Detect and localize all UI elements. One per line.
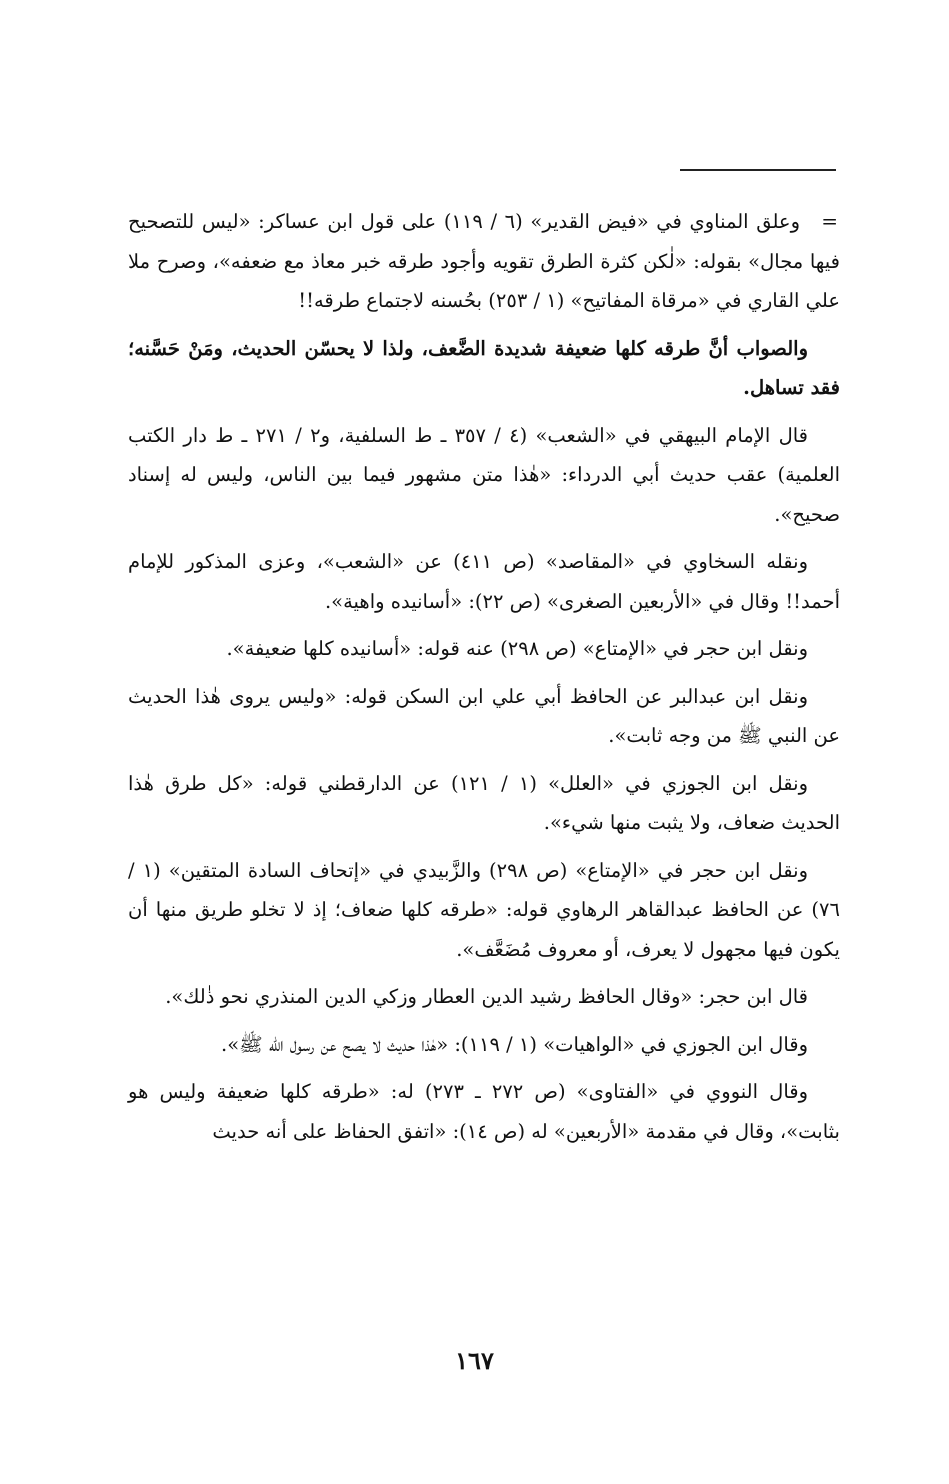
- paragraph-ibn-hajar-quote: قال ابن حجر: «وقال الحافظ رشيد الدين العطار وزكي الدين المنذري نحو ذٰلك».: [165, 985, 808, 1008]
- page-number: ١٦٧: [455, 1346, 494, 1375]
- paragraph-bayhaqi: قال الإمام البيهقي في «الشعب» (٤ / ٣٥٧ ـ ط السلفية، و٢ / ٢٧١ ـ ط دار الكتب العلمية) عقب حديث أبي الدرداء: «هٰذا متن مشهور فيما بين الناس، وليس له إسناد صحيح».: [128, 423, 840, 526]
- paragraph-nawawi: وقال النووي في «الفتاوى» (ص ٢٧٢ ـ ٢٧٣) له: «طرقه كلها ضعيفة وليس هو بثابت»، وقال في مقدمة «الأربعين» له (ص ١٤): «اتفق الحفاظ على أنه حديث: [128, 1080, 840, 1143]
- paragraph-ibn-jawzi-wahiyat: وقال ابن الجوزي في «الواهيات» (١ / ١١٩): «هٰذا حديث لا يصح عن رسول الله ﷺ».: [221, 1032, 808, 1056]
- paragraph-conclusion: والصواب أنَّ طرقه كلها ضعيفة شديدة الضَّعف، ولذا لا يحسّن الحديث، ومَنْ حَسَّنه؛ فقد تساهل.: [128, 336, 840, 399]
- paragraph-ibn-hajar-imta: ونقل ابن حجر في «الإمتاع» (ص ٢٩٨) عنه قوله: «أسانيده كلها ضعيفة».: [226, 637, 808, 660]
- continuation-mark: =: [821, 209, 838, 233]
- footnote-separator-line: [680, 169, 836, 171]
- paragraph-munawi: وعلق المناوي في «فيض القدير» (٦ / ١١٩) على قول ابن عساكر: «ليس للتصحيح فيها مجال» بقوله: «لٰكن كثرة الطرق تقويه وأجود طرقه خبر معاذ مع ضعفه»، وصرح ملا علي القاري في «مرقاة المفاتيح» (١ / ٢٥٣) بحُسنه لاجتماع طرقه!!: [128, 210, 840, 312]
- paragraph-ibn-abdilbarr: ونقل ابن عبدالبر عن الحافظ أبي علي ابن السكن قوله: «وليس يروى هٰذا الحديث عن النبي ﷺ من وجه ثابت».: [128, 684, 840, 747]
- footnote-text-block: [128, 202, 840, 1159]
- paragraph-sakhawi: ونقله السخاوي في «المقاصد» (ص ٤١١) عن «الشعب»، وعزى المذكور للإمام أحمد!! وقال في «الأربعين الصغرى» (ص ٢٢): «أسانيده واهية».: [128, 550, 840, 613]
- paragraph-ruhawi: ونقل ابن حجر في «الإمتاع» (ص ٢٩٨) والزَّبيدي في «إتحاف السادة المتقين» (١ / ٧٦) عن الحافظ عبدالقاهر الرهاوي قوله: «طرقه كلها ضعاف؛ إذ لا تخلو طريق منها أن يكون فيها مجهول لا يعرف، أو معروف مُضَعَّف».: [128, 858, 840, 961]
- paragraph-ibn-jawzi-ilal: ونقل ابن الجوزي في «العلل» (١ / ١٢١) عن الدارقطني قوله: «كل طرق هٰذا الحديث ضعاف، ولا يثبت منها شيء».: [128, 771, 840, 834]
